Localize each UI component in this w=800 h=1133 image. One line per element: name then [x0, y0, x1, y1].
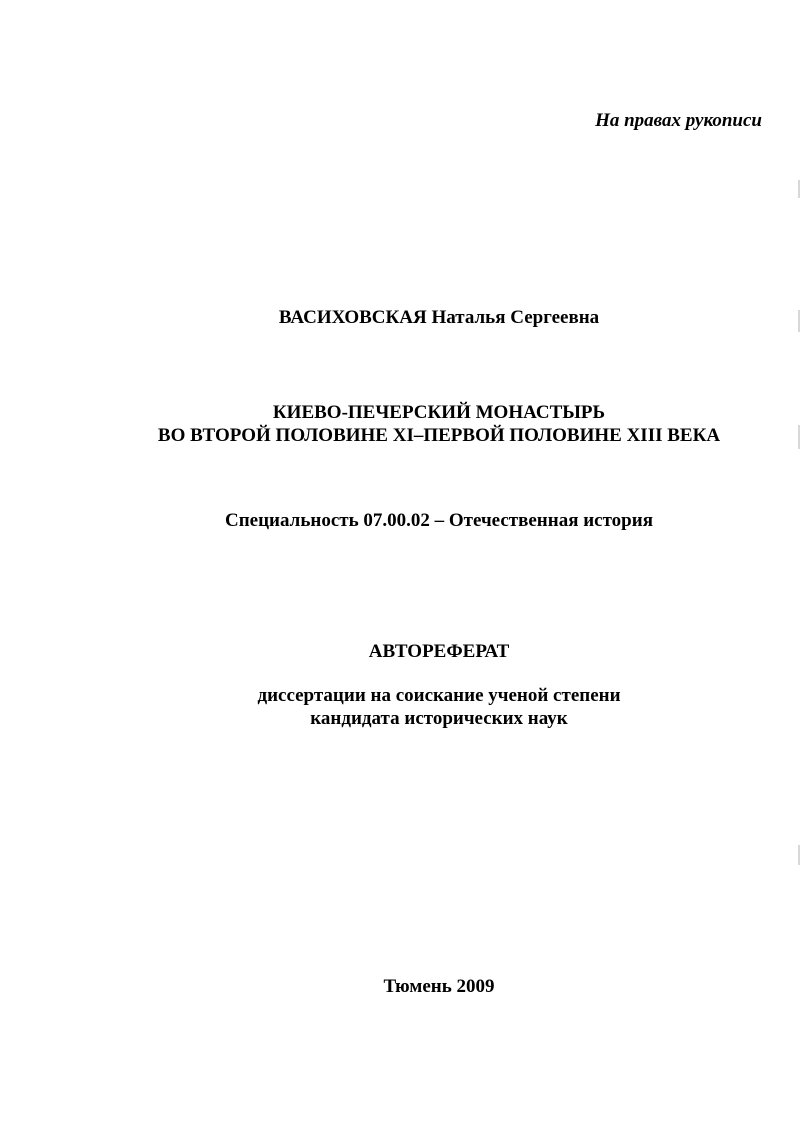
purpose-line-2: кандидата исторических наук	[310, 708, 568, 729]
title-line-2: ВО ВТОРОЙ ПОЛОВИНЕ XI–ПЕРВОЙ ПОЛОВИНЕ XIII ВЕКА	[157, 425, 721, 446]
document-type: АВТОРЕФЕРАТ	[368, 641, 510, 662]
author-name: ВАСИХОВСКАЯ Наталья Сергеевна	[278, 307, 600, 328]
purpose-line-1: диссертации на соискание ученой степени	[257, 685, 621, 706]
manuscript-rights-note: На правах рукописи	[595, 110, 762, 131]
place-and-year: Тюмень 2009	[383, 976, 495, 997]
title-line-1: КИЕВО-ПЕЧЕРСКИЙ МОНАСТЫРЬ	[272, 402, 606, 423]
specialty-line: Специальность 07.00.02 – Отечественная история	[225, 510, 653, 531]
